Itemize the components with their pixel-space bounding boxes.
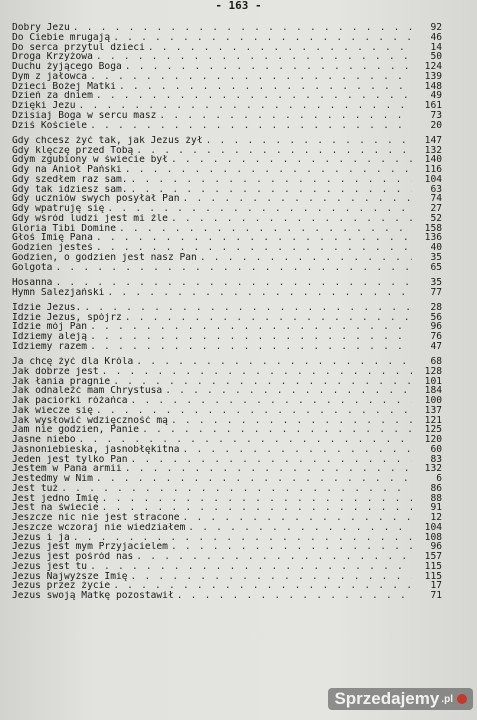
toc-entry xyxy=(12,313,442,323)
entry-page-number: 115 xyxy=(424,571,442,582)
entry-title: Jak wysłowić wdzięczność mą xyxy=(12,415,168,426)
entry-title: Jeszcze nic nie jest stracone xyxy=(12,513,180,523)
entry-title: Gdy szedłem raz sam. xyxy=(12,174,128,185)
dot-leader xyxy=(52,278,412,288)
watermark-badge-icon xyxy=(457,694,467,704)
dot-leader xyxy=(145,43,412,53)
entry-title: Gdy tak idziesz sam. xyxy=(12,184,128,195)
toc-entry xyxy=(12,62,442,72)
toc-entry xyxy=(12,533,442,543)
entry-title: Jeden jest tylko Pan xyxy=(12,454,128,465)
dot-leader xyxy=(116,224,412,234)
entry-page-number: 63 xyxy=(430,184,442,195)
dot-leader xyxy=(76,101,412,111)
entry-title: Dzisiaj Boga w sercu masz xyxy=(12,110,157,121)
toc-entry xyxy=(12,233,442,243)
toc-entry xyxy=(12,523,442,533)
entry-page-number: 92 xyxy=(430,23,442,33)
dot-leader xyxy=(128,396,412,406)
dot-leader xyxy=(128,185,412,195)
entry-title: Jezus swoją Matkę pozostawił xyxy=(12,591,174,601)
dot-leader xyxy=(122,165,412,175)
dot-leader xyxy=(99,494,412,504)
dot-leader xyxy=(93,91,412,101)
toc-entry xyxy=(12,111,442,121)
toc-entry xyxy=(12,204,442,214)
entry-title: Jezus jest tu xyxy=(12,561,88,572)
entry-title: Do serca przytul dzieci xyxy=(12,42,145,53)
dot-leader xyxy=(139,425,412,435)
toc-entry xyxy=(12,52,442,62)
entry-page-number: 104 xyxy=(424,174,442,185)
entry-page-number: 35 xyxy=(430,252,442,263)
watermark xyxy=(328,688,473,710)
entry-title: Dzięki Jezu xyxy=(12,101,76,111)
entry-title: Idzie Jezus, spójrz xyxy=(12,312,122,323)
dot-leader xyxy=(87,322,412,332)
dot-leader xyxy=(87,342,412,352)
entry-title: Jest na świecie xyxy=(12,503,99,513)
entry-page-number: 73 xyxy=(430,110,442,121)
entry-page-number: 68 xyxy=(430,357,442,367)
entry-title: Jest tuż xyxy=(12,483,59,494)
toc-entry xyxy=(12,474,442,484)
entry-title: Jeszcze wczoraj nie wiedziałem xyxy=(12,522,186,533)
entry-page-number: 96 xyxy=(430,322,442,332)
toc-entry xyxy=(12,513,442,523)
dot-leader xyxy=(128,175,412,185)
dot-leader xyxy=(174,591,412,601)
entry-title: Hosanna xyxy=(12,277,53,288)
entry-page-number: 12 xyxy=(430,513,442,523)
dot-leader xyxy=(168,416,412,426)
entry-page-number: 120 xyxy=(424,435,442,445)
entry-page-number: 161 xyxy=(424,101,442,111)
entry-page-number: 74 xyxy=(430,194,442,204)
entry-title: Jezus przez życie xyxy=(12,581,111,591)
entry-page-number: 101 xyxy=(424,376,442,387)
toc-entry xyxy=(12,253,442,263)
entry-page-number: 77 xyxy=(430,287,442,298)
dot-leader xyxy=(156,111,412,121)
entry-page-number: 157 xyxy=(424,552,442,562)
entry-page-number: 116 xyxy=(424,165,442,175)
toc-entry xyxy=(12,572,442,582)
entry-page-number: 27 xyxy=(430,204,442,214)
entry-title: Jezus jest mym Przyjacielem xyxy=(12,542,168,552)
dot-leader xyxy=(168,214,412,224)
dot-leader xyxy=(93,52,412,62)
toc-entry xyxy=(12,581,442,591)
toc-entry xyxy=(12,425,442,435)
dot-leader xyxy=(168,155,412,165)
dot-leader xyxy=(99,503,412,513)
dot-leader xyxy=(70,533,412,543)
toc-entry xyxy=(12,322,442,332)
entry-title: Jasnoniebieska, jasnobłękitna xyxy=(12,444,180,455)
toc-entry xyxy=(12,175,442,185)
toc-entry xyxy=(12,224,442,234)
dot-leader xyxy=(110,33,412,43)
entry-title: Gdy wśród ludzi jest mi źle xyxy=(12,213,168,224)
entry-title: Jestem w Pana armii xyxy=(12,464,122,474)
toc-entry xyxy=(12,416,442,426)
toc-entry xyxy=(12,91,442,101)
page-number: - 163 - xyxy=(215,0,262,12)
toc-entry xyxy=(12,562,442,572)
toc-entry xyxy=(12,406,442,416)
entry-page-number: 184 xyxy=(424,386,442,396)
entry-title: Duchu żyjącego Boga xyxy=(12,62,122,72)
entry-page-number: 28 xyxy=(430,302,442,313)
dot-leader xyxy=(81,303,412,313)
toc-entry xyxy=(12,332,442,342)
toc-entry xyxy=(12,121,442,131)
toc-entry xyxy=(12,43,442,53)
dot-leader xyxy=(93,474,412,484)
entry-title: Hymn Salezjański xyxy=(12,287,105,298)
watermark-tld: .pl xyxy=(441,693,453,705)
dot-leader xyxy=(58,484,412,494)
toc-entry xyxy=(12,136,442,146)
entry-page-number: 71 xyxy=(430,591,442,601)
entry-title: Głoś Imię Pana xyxy=(12,233,93,243)
entry-title: Gdym zgubiony w świecie był xyxy=(12,155,168,165)
entry-page-number: 86 xyxy=(430,483,442,494)
entry-title: Gdy klęczę przed Tobą xyxy=(12,145,134,156)
entry-page-number: 148 xyxy=(424,81,442,92)
dot-leader xyxy=(197,253,412,263)
entry-title: Ja chcę żyć dla Króla xyxy=(12,357,134,367)
dot-leader xyxy=(52,263,412,273)
toc-entry xyxy=(12,494,442,504)
dot-leader xyxy=(122,313,412,323)
entry-title: Droga Krzyżowa xyxy=(12,52,93,62)
dot-leader xyxy=(162,386,412,396)
entry-title: Dobry Jezu xyxy=(12,23,70,33)
toc-entry xyxy=(12,33,442,43)
dot-leader xyxy=(76,435,412,445)
entry-title: Jezus i ja xyxy=(12,532,70,543)
entry-page-number: 104 xyxy=(424,522,442,533)
entry-title: Godzien jesteś xyxy=(12,243,93,253)
dot-leader xyxy=(87,121,412,131)
entry-page-number: 83 xyxy=(430,454,442,465)
dot-leader xyxy=(128,572,412,582)
toc-entry xyxy=(12,377,442,387)
toc-entry xyxy=(12,591,442,601)
entry-page-number: 108 xyxy=(424,532,442,543)
toc-entry xyxy=(12,303,442,313)
toc-entry xyxy=(12,185,442,195)
entry-page-number: 52 xyxy=(430,213,442,224)
dot-leader xyxy=(93,243,412,253)
dot-leader xyxy=(104,288,412,298)
dot-leader xyxy=(110,377,412,387)
entry-page-number: 136 xyxy=(424,233,442,243)
entry-page-number: 128 xyxy=(424,366,442,377)
entry-title: Idziemy razem xyxy=(12,341,88,352)
dot-leader xyxy=(133,357,412,367)
entry-page-number: 96 xyxy=(430,542,442,552)
dot-leader xyxy=(122,464,412,474)
toc-entry xyxy=(12,503,442,513)
dot-leader xyxy=(185,523,412,533)
entry-page-number: 140 xyxy=(424,155,442,165)
entry-page-number: 65 xyxy=(430,262,442,273)
entry-page-number: 20 xyxy=(430,120,442,131)
toc-entry xyxy=(12,455,442,465)
dot-leader xyxy=(133,146,412,156)
entry-title: Dzieci Bożej Matki xyxy=(12,81,116,92)
dot-leader xyxy=(180,194,412,204)
entry-title: Golgota xyxy=(12,262,53,273)
toc-entry xyxy=(12,552,442,562)
entry-title: Jasne niebo xyxy=(12,435,76,445)
entry-title: Dym z jałowca xyxy=(12,71,88,82)
dot-leader xyxy=(133,552,412,562)
entry-page-number: 17 xyxy=(430,581,442,591)
entry-page-number: 121 xyxy=(424,415,442,426)
toc-entry xyxy=(12,146,442,156)
entry-title: Idziemy aleją xyxy=(12,332,88,342)
entry-title: Dzień za dniem xyxy=(12,91,93,101)
entry-page-number: 137 xyxy=(424,405,442,416)
entry-title: Jestedmy w Nim xyxy=(12,474,93,484)
entry-page-number: 158 xyxy=(424,223,442,234)
dot-leader xyxy=(110,581,412,591)
toc-entry xyxy=(12,72,442,82)
toc-entry xyxy=(12,101,442,111)
entry-page-number: 125 xyxy=(424,425,442,435)
entry-title: Gdy na Anioł Pański xyxy=(12,165,122,175)
entry-page-number: 50 xyxy=(430,52,442,62)
entry-page-number: 40 xyxy=(430,243,442,253)
entry-title: Idzie Jezus. xyxy=(12,302,82,313)
toc-entry xyxy=(12,23,442,33)
entry-title: Gdy wpatruję się xyxy=(12,204,105,214)
entry-page-number: 76 xyxy=(430,332,442,342)
toc-entry xyxy=(12,357,442,367)
dot-leader xyxy=(93,233,412,243)
entry-title: Jak wiecze się xyxy=(12,405,93,416)
entry-page-number: 88 xyxy=(430,493,442,504)
dot-leader xyxy=(116,82,412,92)
entry-title: Jam nie godzien, Panie xyxy=(12,425,140,435)
dot-leader xyxy=(168,542,412,552)
entry-title: Idzie mój Pan xyxy=(12,322,88,332)
entry-page-number: 6 xyxy=(436,474,442,484)
entry-page-number: 100 xyxy=(424,396,442,406)
toc-entry xyxy=(12,288,442,298)
table-of-contents xyxy=(12,23,442,601)
entry-page-number: 60 xyxy=(430,444,442,455)
toc-entry xyxy=(12,542,442,552)
toc-entry xyxy=(12,278,442,288)
dot-leader xyxy=(203,136,412,146)
entry-page-number: 132 xyxy=(424,145,442,156)
entry-title: Jezus Najwyższe Imię xyxy=(12,571,128,582)
toc-entry xyxy=(12,342,442,352)
entry-title: Jest jedno Imię xyxy=(12,493,99,504)
entry-title: Jak łania pragnie xyxy=(12,376,111,387)
entry-title: Jak paciorki różańca xyxy=(12,396,128,406)
toc-entry xyxy=(12,396,442,406)
entry-title: Jezus jest pośród nas xyxy=(12,552,134,562)
dot-leader xyxy=(99,367,412,377)
entry-title: Jak odnaleźć mam Chrystusa xyxy=(12,386,163,396)
dot-leader xyxy=(180,513,412,523)
entry-page-number: 124 xyxy=(424,62,442,72)
entry-page-number: 115 xyxy=(424,561,442,572)
entry-page-number: 139 xyxy=(424,71,442,82)
toc-entry xyxy=(12,165,442,175)
toc-entry xyxy=(12,484,442,494)
dot-leader xyxy=(70,23,412,33)
dot-leader xyxy=(93,406,412,416)
entry-title: Gdy chcesz żyć tak, jak Jezus żył xyxy=(12,135,203,146)
dot-leader xyxy=(87,332,412,342)
entry-page-number: 14 xyxy=(430,42,442,53)
toc-entry xyxy=(12,82,442,92)
entry-title: Gloria Tibi Domine xyxy=(12,223,116,234)
entry-title: Godzien, o godzien jest nasz Pan xyxy=(12,252,197,263)
dot-leader xyxy=(87,562,412,572)
entry-page-number: 147 xyxy=(424,135,442,146)
watermark-name: Sprzedajemy xyxy=(334,689,440,708)
toc-entry xyxy=(12,194,442,204)
toc-entry xyxy=(12,243,442,253)
entry-page-number: 49 xyxy=(430,91,442,101)
entry-title: Gdy uczniów swych posyłał Pan xyxy=(12,194,180,204)
dot-leader xyxy=(87,72,412,82)
dot-leader xyxy=(122,62,412,72)
toc-entry xyxy=(12,435,442,445)
entry-page-number: 35 xyxy=(430,277,442,288)
entry-page-number: 47 xyxy=(430,341,442,352)
toc-entry xyxy=(12,367,442,377)
entry-page-number: 91 xyxy=(430,503,442,513)
dot-leader xyxy=(128,455,412,465)
dot-leader xyxy=(104,204,412,214)
entry-title: Jak dobrze jest xyxy=(12,366,99,377)
toc-entry xyxy=(12,386,442,396)
toc-entry xyxy=(12,214,442,224)
toc-entry xyxy=(12,263,442,273)
toc-entry xyxy=(12,464,442,474)
entry-title: Dziś Kościele xyxy=(12,120,88,131)
toc-entry xyxy=(12,445,442,455)
toc-entry xyxy=(12,155,442,165)
entry-title: Do Ciebie mrugają xyxy=(12,32,111,43)
entry-page-number: 132 xyxy=(424,464,442,474)
entry-page-number: 46 xyxy=(430,32,442,43)
entry-page-number: 56 xyxy=(430,312,442,323)
dot-leader xyxy=(180,445,412,455)
